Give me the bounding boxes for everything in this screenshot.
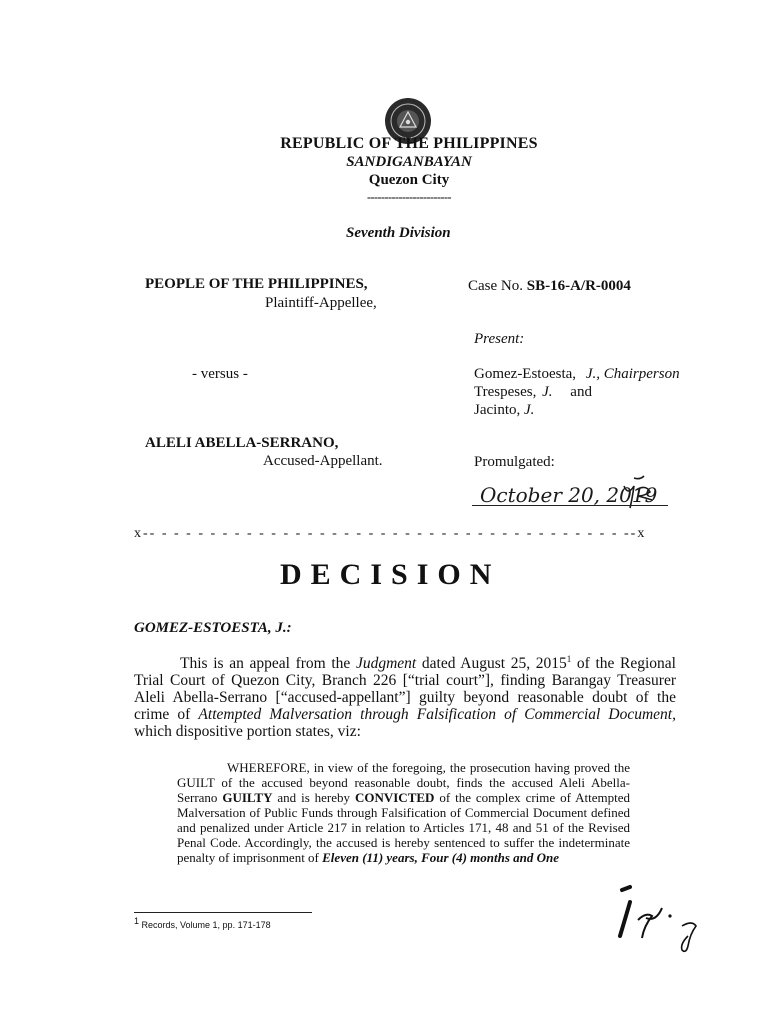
header-underline: ------------------------ — [367, 190, 451, 204]
plaintiff-role: Plaintiff-Appellee, — [265, 295, 377, 311]
justice-3: Jacinto, J. — [474, 402, 535, 418]
case-number-value: SB-16-A/R-0004 — [526, 278, 631, 294]
initials-handwriting — [600, 880, 710, 960]
promulgated-date: October 20, 2019 — [480, 483, 658, 507]
dispositive-quote: WHEREFORE, in view of the foregoing, the prosecution having proved the GUILT of the accused beyond reasonable doubt, finds the accused Aleli Abella-Serrano GUILTY and is hereby CONVICTED of the complex crime of Attempted Malversation of Public Funds through Falsification of Commercial Document defined and penalized under Article 217 in relation to Articles 171, 48 and 51 of the Revised Penal Code. Accordingly, the accused is hereby sentenced to suffer the indeterminate penalty of imprisonment of Eleven (11) years, Four (4) months and One — [177, 760, 631, 865]
signature-line — [472, 505, 668, 506]
header-city: Quezon City — [368, 172, 450, 188]
footnote-ref: 1 — [566, 653, 572, 664]
justice-2: Trespeses, J. and — [474, 384, 592, 400]
promulgated-label: Promulgated: — [474, 454, 555, 470]
justice-1: Gomez-Estoesta, J., Chairperson — [474, 366, 680, 382]
case-label: Case No. — [468, 278, 523, 294]
versus-label: - versus - — [192, 366, 248, 382]
footnote: $^1$ Records, Volume 1, pp. 171-178 — [134, 916, 271, 930]
plaintiff-name: PEOPLE OF THE PHILIPPINES, — [145, 276, 368, 292]
decision-title: DECISION — [280, 558, 501, 591]
division-title: Seventh Division — [346, 225, 451, 241]
promulgation-date-handwriting — [474, 472, 674, 512]
body-paragraph: This is an appeal from the Judgment dated August 25, 2015$^1$ of the Regional Trial Court of Quezon City, Branch 226 [“trial court”], finding Barangay Treasurer Aleli Abella-Serrano [“accused-appellant”] guilty beyond reasonable doubt of the crime of Attempted Malversation through Falsification of Commercial Document, which dispositive portion states, viz: — [134, 653, 676, 740]
accused-role: Accused-Appellant. — [263, 453, 383, 469]
ponente: GOMEZ-ESTOESTA, J.: — [134, 620, 292, 636]
footnote-rule — [134, 912, 312, 913]
header-country: REPUBLIC OF THE PHILIPPINES — [280, 135, 538, 152]
accused-name: ALELI ABELLA-SERRANO, — [145, 435, 339, 451]
case-number — [468, 278, 631, 295]
header-court: SANDIGANBAYAN — [346, 154, 472, 170]
caption-separator: x-- - - - - - - - - - - - - - - - - - - - - - - - - - - - - - - - - - - - - - - --x — [134, 526, 647, 541]
present-label: Present: — [474, 331, 525, 347]
